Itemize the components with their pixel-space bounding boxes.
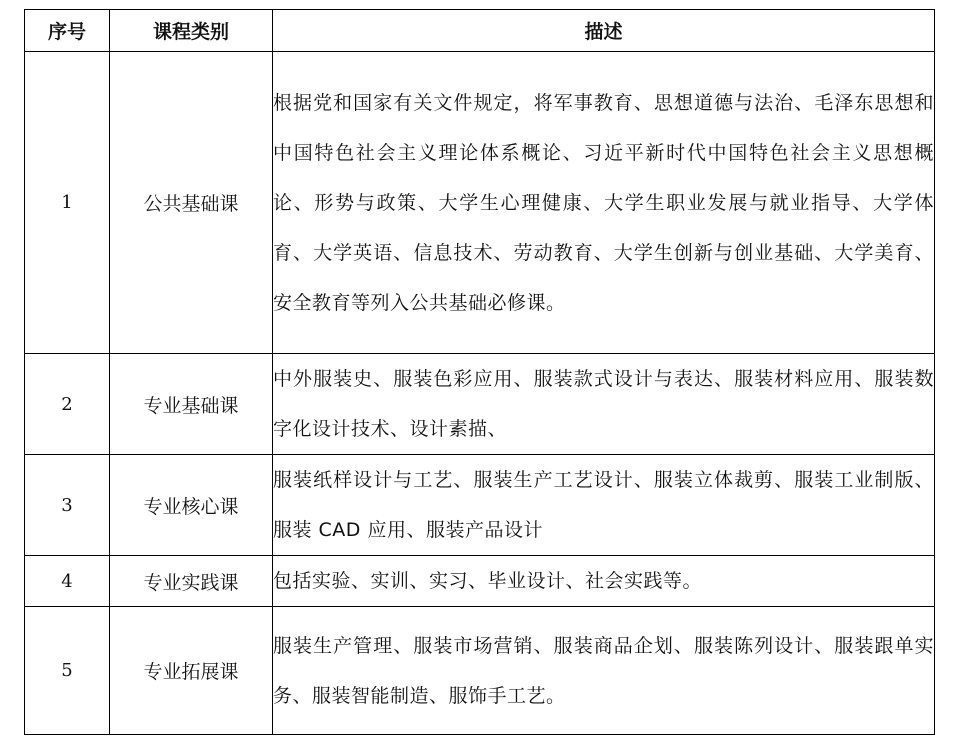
- table-row: [25, 455, 935, 556]
- row-category: 专业核心课: [110, 455, 273, 556]
- row-category: 专业实践课: [110, 556, 273, 607]
- row-category: 专业基础课: [110, 354, 273, 455]
- row-num: 3: [25, 455, 110, 556]
- row-description: 服装纸样设计与工艺、服装生产工艺设计、服装立体裁剪、服装工业制版、服装 CAD 应用、服装产品设计: [273, 455, 935, 556]
- row-description: 中外服装史、服装色彩应用、服装款式设计与表达、服装材料应用、服装数字化设计技术、设计素描、: [273, 354, 935, 455]
- row-num: 1: [25, 52, 110, 354]
- row-description: 服装生产管理、服装市场营销、服装商品企划、服装陈列设计、服装跟单实务、服装智能制造、服饰手工艺。: [273, 607, 935, 735]
- table-row: [25, 354, 935, 455]
- table-row: [25, 52, 935, 354]
- course-table: [24, 9, 935, 735]
- row-num: 4: [25, 556, 110, 607]
- row-description: 根据党和国家有关文件规定，将军事教育、思想道德与法治、毛泽东思想和中国特色社会主义理论体系概论、习近平新时代中国特色社会主义思想概论、形势与政策、大学生心理健康、大学生职业发展与就业指导、大学体育、大学英语、信息技术、劳动教育、大学生创新与创业基础、大学美育、安全教育等列入公共基础必修课。: [273, 52, 935, 354]
- row-category: 公共基础课: [110, 52, 273, 354]
- header-description: 描述: [273, 10, 935, 52]
- row-description: 包括实验、实训、实习、毕业设计、社会实践等。: [273, 556, 935, 607]
- header-num: 序号: [25, 10, 110, 52]
- table-row: [25, 556, 935, 607]
- row-category: 专业拓展课: [110, 607, 273, 735]
- table-row: [25, 607, 935, 735]
- header-row: [25, 10, 935, 52]
- row-num: 2: [25, 354, 110, 455]
- row-num: 5: [25, 607, 110, 735]
- header-category: 课程类别: [110, 10, 273, 52]
